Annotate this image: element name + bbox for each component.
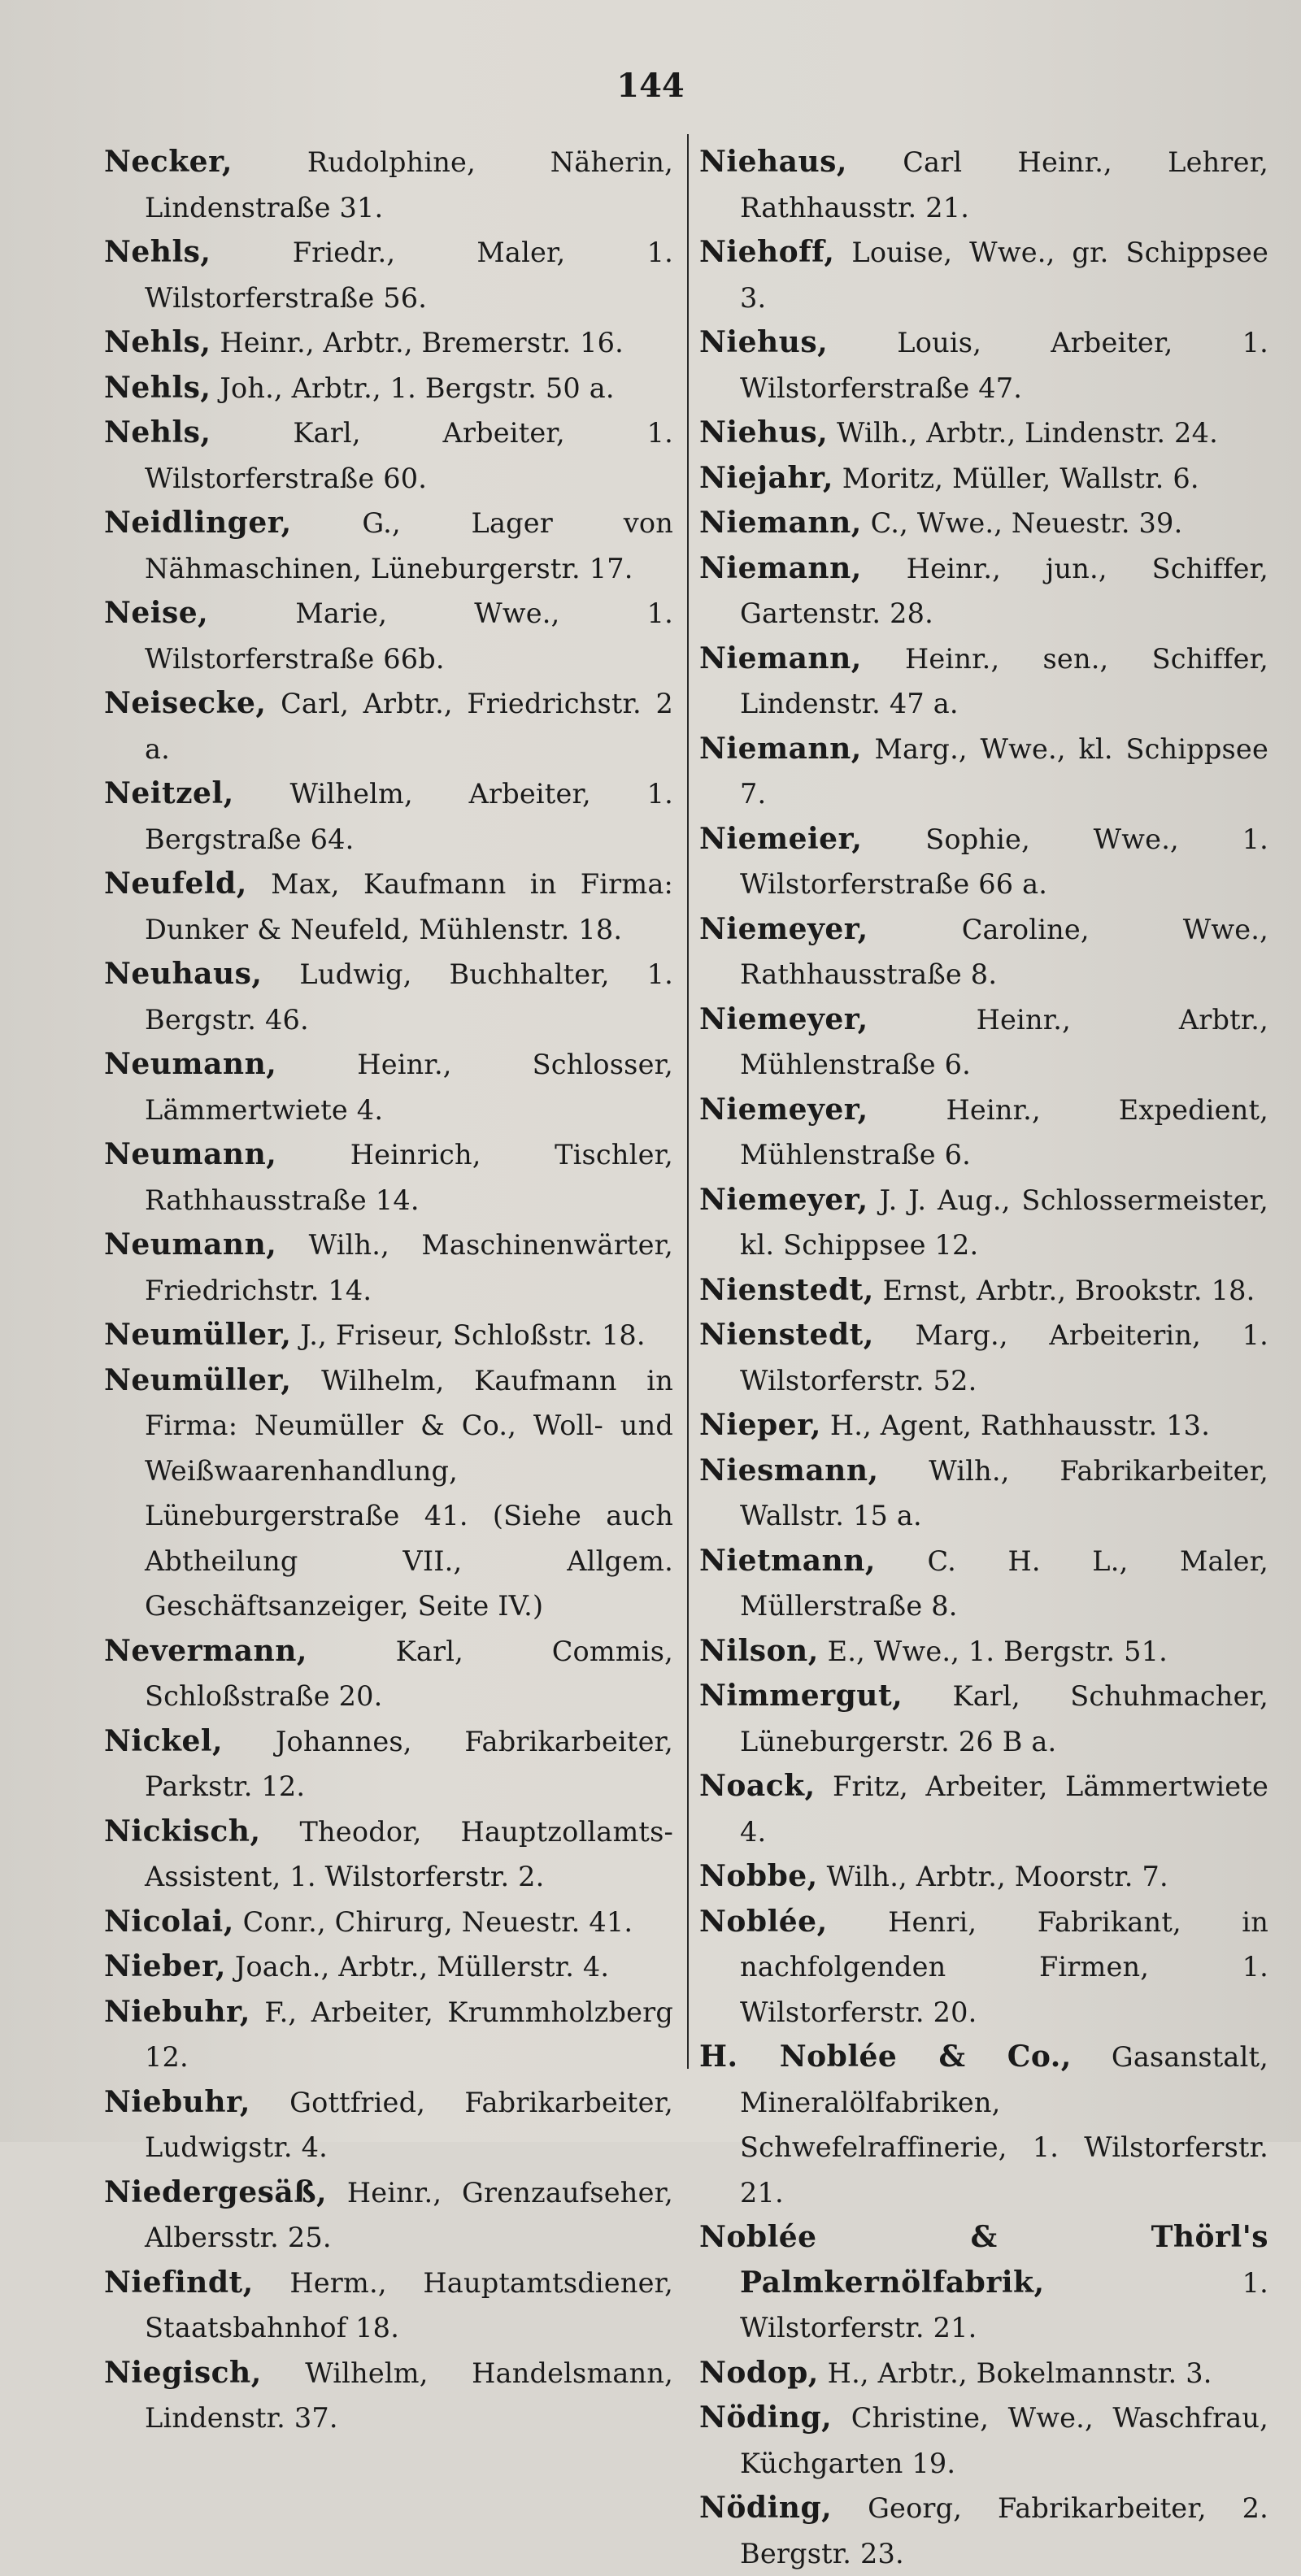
directory-entry <box>104 2351 673 2441</box>
entry-text: Karl, Arbeiter, 1. Wilstorferstraße 60. <box>145 417 673 494</box>
directory-entry <box>699 997 1268 1088</box>
entry-text: Heinr., Arbtr., Bremerstr. 16. <box>220 327 624 358</box>
directory-entry <box>699 546 1268 636</box>
entry-text: Conr., Chirurg, Neuestr. 41. <box>242 1905 633 1938</box>
entry-text: J. J. Aug., Schlossermeister, kl. Schippsee 12. <box>740 1184 1268 1261</box>
directory-entry <box>104 681 673 771</box>
directory-entry <box>104 1990 673 2080</box>
directory-entry <box>699 1539 1268 1629</box>
entry-text: Wilhelm, Arbeiter, 1. Bergstraße 64. <box>145 778 673 855</box>
entry-text: Henri, Fabrikant, in nachfolgenden Firmen, 1. Wilstorferstr. 20. <box>740 1905 1268 2028</box>
entry-name: Nimmergut, <box>699 1679 903 1713</box>
directory-entry <box>699 907 1268 997</box>
directory-entry <box>699 1674 1268 1764</box>
entry-name: Niemeyer, <box>699 911 868 946</box>
directory-entry <box>104 1900 673 1945</box>
directory-entry <box>699 817 1268 907</box>
directory-entry <box>104 1358 673 1629</box>
directory-entry <box>104 1223 673 1313</box>
directory-entry <box>104 591 673 681</box>
entry-name: Nodop, <box>699 2355 819 2390</box>
entry-text: Wilhelm, Handelsmann, Lindenstr. 37. <box>145 2357 673 2434</box>
entry-text: Louis, Arbeiter, 1. Wilstorferstraße 47. <box>740 327 1268 404</box>
entry-text: Carl, Arbtr., Friedrichstr. 2 a. <box>145 688 673 765</box>
entry-name: Neufeld, <box>104 867 247 901</box>
directory-entry <box>699 727 1268 817</box>
directory-entry <box>699 2215 1268 2351</box>
entry-text: Caroline, Wwe., Rathhausstraße 8. <box>740 913 1268 990</box>
directory-entry <box>699 2351 1268 2396</box>
entry-text: Marg., Arbeiterin, 1. Wilstorferstr. 52. <box>740 1319 1268 1397</box>
entry-name: Nöding, <box>699 2491 833 2525</box>
entry-name: Neidlinger, <box>104 506 292 540</box>
page-number: 144 <box>616 67 685 105</box>
directory-entry <box>699 411 1268 456</box>
entry-text: G., Lager von Nähmaschinen, Lüneburgerstr. 17. <box>145 507 673 584</box>
directory-entry <box>104 2080 673 2170</box>
entry-name: H. Noblée & Co., <box>699 2040 1072 2074</box>
entry-name: Nieber, <box>104 1949 226 1983</box>
entry-name: Neumüller, <box>104 1318 292 1352</box>
entry-name: Nehls, <box>104 415 211 450</box>
entry-name: Nienstedt, <box>699 1272 874 1307</box>
entry-text: Marg., Wwe., kl. Schippsee 7. <box>740 732 1268 810</box>
entry-text: Heinr., jun., Schiffer, Gartenstr. 28. <box>740 552 1268 629</box>
entry-text: J., Friseur, Schloßstr. 18. <box>300 1319 646 1351</box>
directory-entry <box>104 366 673 411</box>
directory-entry <box>699 1854 1268 1900</box>
directory-entry <box>104 1313 673 1358</box>
entry-text: Gasanstalt, Mineralölfabriken, Schwefelraffinerie, 1. Wilstorferstr. 21. <box>740 2041 1268 2209</box>
entry-name: Niemann, <box>699 506 862 540</box>
entry-text: Christine, Wwe., Waschfrau, Küchgarten 19. <box>740 2402 1268 2479</box>
entry-text: Heinr., Schlosser, Lämmertwiete 4. <box>145 1049 673 1126</box>
entry-text: C. H. L., Maler, Müllerstraße 8. <box>740 1544 1268 1622</box>
entry-name: Nilson, <box>699 1633 819 1668</box>
entry-text: Gottfried, Fabrikarbeiter, Ludwigstr. 4. <box>145 2086 673 2163</box>
directory-entry <box>699 456 1268 502</box>
directory-entry <box>104 1809 673 1900</box>
entry-name: Niehaus, <box>699 145 847 179</box>
entry-name: Nehls, <box>104 325 211 359</box>
directory-entry <box>104 1944 673 1990</box>
directory-entry <box>699 1900 1268 2035</box>
directory-entry <box>104 2170 673 2261</box>
entry-name: Neumann, <box>104 1227 277 1262</box>
entry-text: Moritz, Müller, Wallstr. 6. <box>842 462 1199 494</box>
directory-entry <box>104 771 673 862</box>
entry-name: Niebuhr, <box>104 2084 250 2119</box>
entry-name: Neumüller, <box>104 1362 292 1397</box>
entry-text: Friedr., Maler, 1. Wilstorferstraße 56. <box>145 237 673 314</box>
directory-entry <box>104 862 673 952</box>
entry-name: Niesmann, <box>699 1453 879 1488</box>
directory-entry <box>699 636 1268 727</box>
column-divider <box>687 134 689 2069</box>
entry-name: Neitzel, <box>104 776 234 810</box>
entry-name: Nobbe, <box>699 1859 818 1893</box>
entry-name: Niemeyer, <box>699 1092 868 1127</box>
directory-entry <box>699 2035 1268 2215</box>
entry-name: Niedergesäß, <box>104 2174 328 2209</box>
entry-name: Neisecke, <box>104 686 267 720</box>
entry-name: Niehus, <box>699 325 829 359</box>
entry-name: Niemann, <box>699 550 862 585</box>
entry-name: Niemeyer, <box>699 1182 868 1217</box>
entry-text: Wilhelm, Kaufmann in Firma: Neumüller & Co., Woll- und Weißwaarenhandlung, Lüneburgerstraße 41. (Siehe auch Abtheilung VII., Allgem. Geschäftsanzeiger, Seite IV.) <box>145 1364 673 1622</box>
directory-entry <box>699 320 1268 411</box>
entry-name: Niemann, <box>699 641 862 675</box>
entry-name: Niejahr, <box>699 460 833 495</box>
entry-name: Niemeier, <box>699 821 863 856</box>
left-column <box>104 140 673 2441</box>
entry-name: Niemeyer, <box>699 1001 868 1036</box>
entry-name: Niegisch, <box>104 2355 262 2390</box>
directory-entry <box>104 140 673 230</box>
entry-name: Nienstedt, <box>699 1318 874 1352</box>
entry-name: Niemann, <box>699 731 862 766</box>
entry-name: Neise, <box>104 596 209 630</box>
directory-entry <box>104 1719 673 1809</box>
entry-text: Ernst, Arbtr., Brookstr. 18. <box>882 1274 1255 1306</box>
entry-name: Nicolai, <box>104 1904 234 1939</box>
directory-entry <box>699 1764 1268 1854</box>
directory-entry <box>699 1313 1268 1403</box>
entry-name: Neumann, <box>104 1047 277 1081</box>
entry-text: Joach., Arbtr., Müllerstr. 4. <box>234 1951 610 1983</box>
entry-name: Niebuhr, <box>104 1994 250 2029</box>
entry-name: Necker, <box>104 145 233 179</box>
entry-text: Max, Kaufmann in Firma: Dunker & Neufeld, Mühlenstr. 18. <box>145 868 673 945</box>
entry-text: Theodor, Hauptzollamts-Assistent, 1. Wilstorferstr. 2. <box>145 1815 673 1892</box>
entry-name: Noack, <box>699 1769 816 1803</box>
entry-text: Heinrich, Tischler, Rathhausstraße 14. <box>145 1139 673 1216</box>
entry-text: Herm., Hauptamtsdiener, Staatsbahnhof 18. <box>145 2266 673 2344</box>
directory-entry <box>699 1449 1268 1539</box>
entry-name: Nöding, <box>699 2400 833 2435</box>
directory-entry <box>699 2486 1268 2576</box>
entry-name: Nickel, <box>104 1723 224 1758</box>
directory-entry <box>699 140 1268 230</box>
entry-name: Niefindt, <box>104 2265 254 2300</box>
directory-entry <box>104 1629 673 1719</box>
entry-name: Nietmann, <box>699 1543 876 1578</box>
directory-entry <box>699 1088 1268 1178</box>
entry-text: Wilh., Maschinenwärter, Friedrichstr. 14. <box>145 1229 673 1306</box>
right-column <box>699 140 1268 2576</box>
entry-name: Noblée & Thörl's Palmkernölfabrik, <box>699 2220 1268 2300</box>
directory-entry <box>104 411 673 501</box>
entry-text: E., Wwe., 1. Bergstr. 51. <box>827 1635 1168 1667</box>
directory-entry <box>699 1629 1268 1675</box>
directory-entry <box>699 501 1268 546</box>
entry-text: Wilh., Arbtr., Lindenstr. 24. <box>837 417 1218 449</box>
entry-text: Heinr., sen., Schiffer, Lindenstr. 47 a. <box>740 642 1268 719</box>
entry-text: 1. Wilstorferstr. 21. <box>740 2266 1268 2344</box>
entry-text: H., Agent, Rathhausstr. 13. <box>829 1410 1211 1441</box>
entry-text: Rudolphine, Näherin, Lindenstraße 31. <box>145 146 673 224</box>
entry-text: Louise, Wwe., gr. Schippsee 3. <box>740 237 1268 314</box>
entry-text: Georg, Fabrikarbeiter, 2. Bergstr. 23. <box>740 2492 1268 2569</box>
directory-entry <box>104 320 673 366</box>
entry-text: C., Wwe., Neuestr. 39. <box>870 507 1183 539</box>
entry-text: Johannes, Fabrikarbeiter, Parkstr. 12. <box>145 1725 673 1802</box>
directory-entry <box>104 1042 673 1132</box>
directory-entry <box>699 1178 1268 1268</box>
entry-text: Wilh., Arbtr., Moorstr. 7. <box>826 1861 1168 1892</box>
entry-text: Sophie, Wwe., 1. Wilstorferstraße 66 a. <box>740 823 1268 900</box>
entry-name: Nehls, <box>104 235 211 269</box>
entry-name: Nevermann, <box>104 1633 307 1668</box>
directory-entry <box>104 2261 673 2351</box>
directory-entry <box>699 230 1268 320</box>
directory-entry <box>104 501 673 591</box>
entry-text: Heinr., Expedient, Mühlenstraße 6. <box>740 1093 1268 1171</box>
entry-name: Niehoff, <box>699 235 835 269</box>
directory-entry <box>699 2396 1268 2486</box>
entry-name: Niehus, <box>699 415 829 450</box>
directory-entry <box>699 1403 1268 1449</box>
entry-text: H., Arbtr., Bokelmannstr. 3. <box>827 2357 1212 2389</box>
entry-text: Wilh., Fabrikarbeiter, Wallstr. 15 a. <box>740 1454 1268 1531</box>
entry-text: Marie, Wwe., 1. Wilstorferstraße 66b. <box>145 597 673 675</box>
entry-name: Neumann, <box>104 1137 277 1171</box>
entry-name: Nickisch, <box>104 1814 261 1848</box>
entry-text: Ludwig, Buchhalter, 1. Bergstr. 46. <box>145 958 673 1036</box>
entry-name: Noblée, <box>699 1904 828 1939</box>
directory-entry <box>104 952 673 1042</box>
entry-text: Joh., Arbtr., 1. Bergstr. 50 a. <box>220 371 615 404</box>
entry-text: F., Arbeiter, Krummholzberg 12. <box>145 1996 673 2073</box>
entry-text: Carl Heinr., Lehrer, Rathhausstr. 21. <box>740 146 1268 224</box>
directory-entry <box>104 1132 673 1223</box>
entry-text: Heinr., Arbtr., Mühlenstraße 6. <box>740 1003 1268 1080</box>
entry-text: Karl, Commis, Schloßstraße 20. <box>145 1635 673 1712</box>
entry-text: Karl, Schuhmacher, Lüneburgerstr. 26 B a. <box>740 1680 1268 1757</box>
entry-text: Fritz, Arbeiter, Lämmertwiete 4. <box>740 1770 1268 1848</box>
directory-entry <box>104 230 673 320</box>
entry-name: Neuhaus, <box>104 957 263 991</box>
directory-entry <box>699 1268 1268 1314</box>
entry-name: Nehls, <box>104 370 211 405</box>
entry-text: Heinr., Grenzaufseher, Albersstr. 25. <box>145 2176 673 2253</box>
entry-name: Nieper, <box>699 1408 821 1442</box>
